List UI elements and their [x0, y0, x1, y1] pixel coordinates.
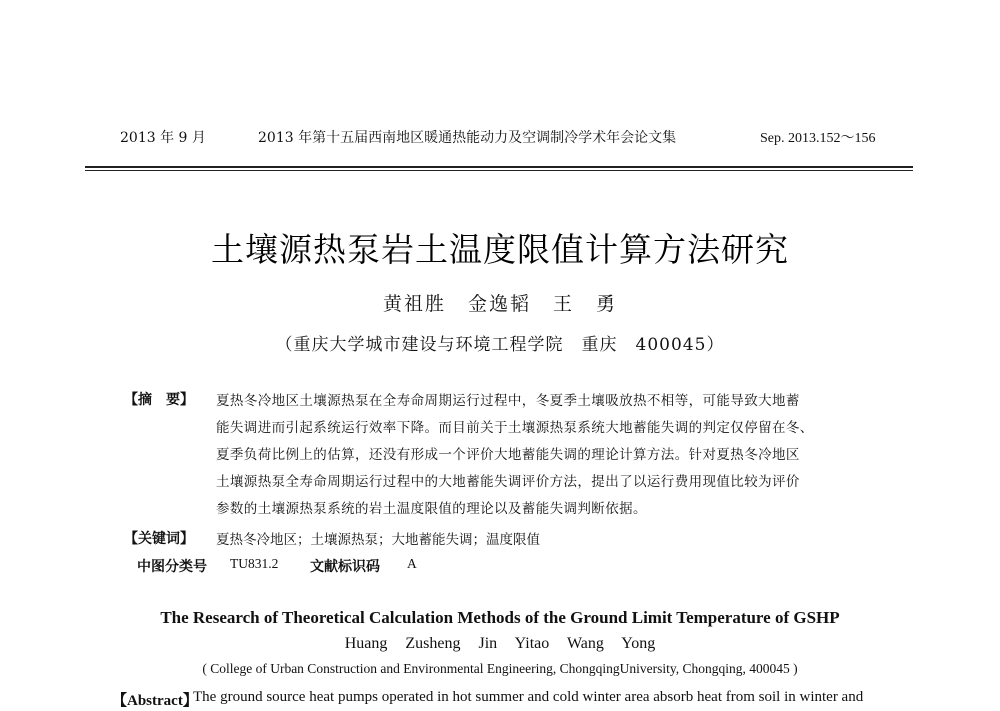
abstract-line: 参数的土壤源热泵系统的岩土温度限值的理论以及蓄能失调判断依据。: [216, 501, 647, 517]
clc-number-label: 中图分类号: [137, 559, 207, 575]
authors-chinese: 黄祖胜 金逸韬 王 勇: [382, 293, 618, 315]
paper-title-english: The Research of Theoretical Calculation Methods of the Ground Limit Temperature of GSHP: [160, 608, 840, 627]
abstract-label-english: 【Abstract】: [112, 693, 198, 709]
header-rule-thick: [85, 166, 913, 168]
header-rule-thin: [85, 170, 913, 171]
abstract-line: 夏季负荷比例上的估算，还没有形成一个评价大地蓄能失调的理论计算方法。针对夏热冬冷地区: [216, 447, 800, 463]
header-page-range: Sep. 2013.152～156: [760, 131, 876, 146]
header-conference-name: 2013 年第十五届西南地区暖通热能动力及空调制冷学术年会论文集: [258, 130, 677, 146]
header-date: 2013 年 9 月: [120, 130, 206, 146]
keywords-label: 【关键词】: [124, 531, 194, 547]
clc-number-value: TU831.2: [230, 556, 279, 571]
abstract-line: 能失调进而引起系统运行效率下降。而目前关于土壤源热泵系统大地蓄能失调的判定仅停留在冬、: [216, 420, 814, 436]
affiliation-english: ( College of Urban Construction and Environmental Engineering, ChongqingUniversity, Chongqing, 400045 ): [202, 661, 798, 676]
keywords-text: 夏热冬冷地区；土壤源热泵；大地蓄能失调；温度限值: [216, 532, 540, 548]
authors-english: Huang Zusheng Jin Yitao Wang Yong: [344, 635, 656, 652]
paper-title-chinese: 土壤源热泵岩土温度限值计算方法研究: [211, 230, 789, 269]
affiliation-chinese: （重庆大学城市建设与环境工程学院 重庆 400045）: [275, 335, 725, 355]
abstract-label-chinese: 【摘 要】: [124, 392, 194, 408]
abstract-line: 土壤源热泵全寿命周期运行过程中的大地蓄能失调评价方法，提出了以运行费用现值比较为评价: [216, 474, 800, 490]
abstract-line: 夏热冬冷地区土壤源热泵在全寿命周期运行过程中，冬夏季土壤吸放热不相等，可能导致大地蓄: [216, 393, 800, 409]
document-code-value: A: [407, 556, 417, 571]
abstract-text-english: The ground source heat pumps operated in hot summer and cold winter area absorb heat from soil in winter and: [193, 689, 864, 705]
document-code-label: 文献标识码: [310, 559, 380, 575]
